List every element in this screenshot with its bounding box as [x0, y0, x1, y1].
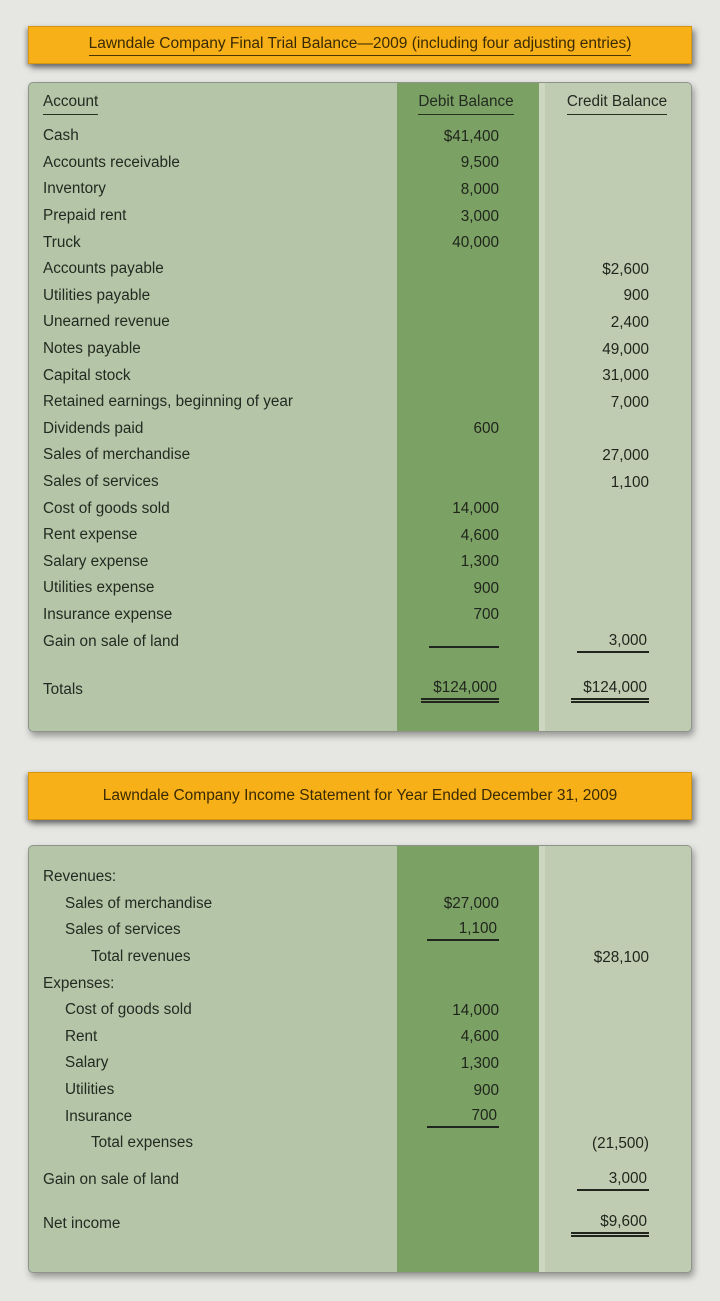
table-row	[29, 123, 691, 150]
credit-amount: $9,600	[543, 1212, 691, 1237]
table-row	[29, 944, 691, 971]
account-column-header: Account	[29, 93, 395, 115]
table-row	[29, 336, 691, 363]
table-row	[29, 628, 691, 655]
credit-amount: (21,500)	[592, 1134, 649, 1152]
debit-amount: 3,000	[460, 207, 499, 225]
account-label: Gain on sale of land	[43, 1170, 180, 1188]
debit-amount: 14,000	[452, 1001, 499, 1019]
debit-amount: 14,000	[452, 500, 499, 518]
income-statement-title: Lawndale Company Income Statement for Year Ended December 31, 2009	[102, 787, 618, 804]
account-label: Net income	[43, 1215, 121, 1233]
credit-amount: 1,100	[610, 473, 649, 491]
table-row	[29, 256, 691, 283]
account-label: Utilities expense	[43, 579, 155, 597]
table-row	[29, 1077, 691, 1104]
credit-amount: 49,000	[602, 340, 649, 358]
debit-amount: 4,600	[460, 1028, 499, 1046]
account-label: Accounts payable	[43, 260, 164, 278]
credit-amount: $2,600	[602, 260, 649, 278]
table-row	[29, 203, 691, 230]
account-label: Rent expense	[43, 526, 138, 544]
table-row	[29, 891, 691, 918]
account-label: Salary expense	[43, 552, 149, 570]
trial-balance-table	[28, 82, 692, 732]
credit-amount: 2,400	[610, 313, 649, 331]
table-row	[29, 1103, 691, 1130]
account-label: Retained earnings, beginning of year	[43, 393, 294, 411]
credit-amount: 27,000	[602, 446, 649, 464]
account-label: Sales of services	[65, 921, 181, 939]
income-statement-rows	[29, 864, 691, 1238]
account-label: Capital stock	[43, 366, 131, 384]
income-statement-table	[28, 845, 692, 1273]
account-label: Revenues:	[43, 868, 117, 886]
account-label: Total revenues	[91, 948, 191, 966]
account-label: Inventory	[43, 180, 106, 198]
debit-amount: 900	[473, 1081, 499, 1099]
account-label: Sales of merchandise	[65, 894, 213, 912]
table-row	[29, 1130, 691, 1157]
table-row	[29, 575, 691, 602]
debit-amount: 4,600	[460, 526, 499, 544]
debit-amount: 8,000	[460, 180, 499, 198]
table-row	[29, 442, 691, 469]
debit-amount: $27,000	[443, 895, 499, 913]
table-row	[29, 469, 691, 496]
table-row	[29, 522, 691, 549]
debit-amount: 700	[395, 1106, 537, 1128]
account-label: Cash	[43, 127, 79, 145]
account-label: Expenses:	[43, 974, 115, 992]
account-label: Truck	[43, 233, 81, 251]
trial-balance-title: Lawndale Company Final Trial Balance—2009 (including four adjusting entries)	[89, 35, 632, 56]
account-label: Dividends paid	[43, 419, 144, 437]
table-row	[29, 917, 691, 944]
table-row	[29, 864, 691, 891]
credit-amount: 3,000	[543, 1169, 691, 1191]
debit-column-header: Debit Balance	[395, 93, 537, 115]
debit-amount: $41,400	[443, 127, 499, 145]
credit-amount: $28,100	[593, 948, 649, 966]
credit-amount: 7,000	[610, 393, 649, 411]
account-label: Rent	[65, 1027, 98, 1045]
debit-amount: 1,300	[460, 1054, 499, 1072]
account-label: Cost of goods sold	[43, 499, 170, 517]
account-label: Accounts receivable	[43, 153, 180, 171]
debit-amount: 40,000	[452, 234, 499, 252]
table-row	[29, 1211, 691, 1238]
table-row	[29, 1167, 691, 1194]
debit-amount: $124,000	[395, 678, 537, 703]
debit-amount: 1,100	[395, 919, 537, 941]
credit-column-header: Credit Balance	[543, 93, 691, 115]
account-label: Unearned revenue	[43, 313, 170, 331]
table-row	[29, 970, 691, 997]
table-row	[29, 389, 691, 416]
account-label: Utilities payable	[43, 286, 151, 304]
account-label: Sales of services	[43, 473, 159, 491]
account-label: Gain on sale of land	[43, 632, 180, 650]
credit-amount: 3,000	[543, 631, 691, 653]
debit-amount	[395, 631, 537, 653]
account-label: Totals	[43, 681, 83, 699]
table-row	[29, 283, 691, 310]
account-label: Total expenses	[91, 1134, 194, 1152]
debit-amount: 1,300	[460, 553, 499, 571]
account-label: Insurance expense	[43, 605, 173, 623]
trial-balance-rows	[29, 123, 691, 703]
debit-amount: 900	[473, 579, 499, 597]
table-row	[29, 309, 691, 336]
account-label: Sales of merchandise	[43, 446, 191, 464]
credit-amount: $124,000	[543, 678, 691, 703]
account-label: Notes payable	[43, 340, 141, 358]
account-label: Salary	[65, 1054, 109, 1072]
trial-balance-header-row	[29, 83, 691, 117]
table-row	[29, 677, 691, 704]
table-row	[29, 176, 691, 203]
account-label: Prepaid rent	[43, 207, 127, 225]
table-row	[29, 362, 691, 389]
table-row	[29, 997, 691, 1024]
table-row	[29, 416, 691, 443]
table-row	[29, 495, 691, 522]
debit-amount: 600	[473, 420, 499, 438]
account-label: Insurance	[65, 1107, 133, 1125]
debit-amount: 9,500	[460, 154, 499, 172]
trial-balance-banner	[28, 26, 692, 64]
credit-amount: 31,000	[602, 367, 649, 385]
income-statement-banner	[28, 772, 692, 820]
table-row	[29, 1024, 691, 1051]
table-row	[29, 602, 691, 629]
table-row	[29, 549, 691, 576]
credit-amount: 900	[623, 287, 649, 305]
account-label: Utilities	[65, 1081, 115, 1099]
account-label: Cost of goods sold	[65, 1001, 192, 1019]
table-row	[29, 1050, 691, 1077]
table-row	[29, 229, 691, 256]
debit-amount: 700	[473, 606, 499, 624]
table-row	[29, 150, 691, 177]
